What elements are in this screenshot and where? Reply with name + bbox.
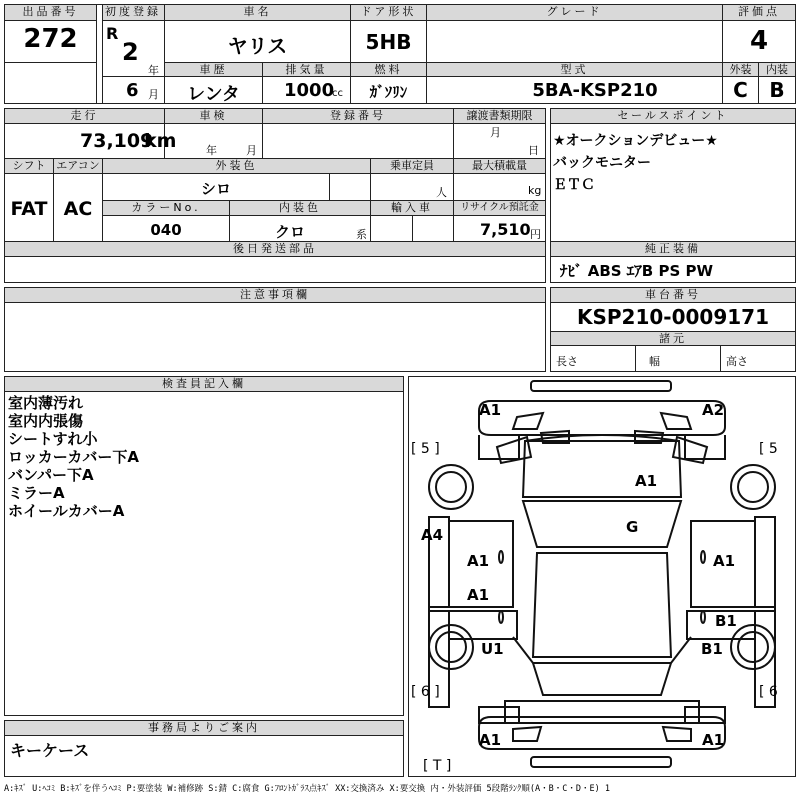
reg-month: 6 [126,80,139,101]
reg-year-unit: 年 [148,64,159,77]
inspector-note: シートすれ小 [8,430,98,448]
legend: A:ｷｽﾞ U:ﾍｺﾐ B:ｷｽﾞを伴うﾍｺﾐ P:要塗装 W:補修跡 S:錆 C:腐食 G:ﾌﾛﾝﾄｶﾞﾗｽ点ｷｽﾞ XX:交換済み X:要交換 内・外装評価 5段階ﾗﾝｸ順(A・B・C・D・E) 1 [4,784,610,794]
car-diagram [409,377,795,776]
chassis-header: 車台番号 [551,288,795,303]
mark-front-left: A1 [479,401,502,419]
color-value: シロ [200,180,231,198]
mark-hood: A1 [635,472,658,490]
exterior-grade: C [733,78,748,102]
spec-length: 長さ [556,355,578,368]
capacity-header: 乗車定員 [371,159,453,174]
inspector-note: ロッカーカバー下A [8,448,140,466]
int-color-value: クロ [274,223,305,241]
inspector-note: ミラーA [8,484,65,502]
history-header: 車歴 [165,63,262,77]
inspection-year: 年 [206,144,217,157]
cc-unit: cc [332,88,343,99]
grade-header: グレード [427,5,722,21]
office-header: 事務局よりご案内 [5,721,403,736]
spec-height: 高さ [726,355,748,368]
int-color-header: 内装色 [230,201,370,216]
chassis-number: KSP210-0009171 [576,305,770,329]
reg-month-unit: 月 [148,88,159,101]
mark-right-rear-wheel: B1 [701,640,723,658]
inspector-header: 検査員記入欄 [5,377,403,392]
door-type: 5HB [365,30,412,54]
transfer-month: 月 [490,126,501,139]
mark-left-fender: A4 [421,526,444,544]
inspector-note: ホイールカバーA [8,502,125,520]
inspector-notes-list [8,394,139,520]
later-parts-header: 後日発送部品 [5,242,545,257]
mark-left-front-door: A1 [467,552,490,570]
door-header: ドア形状 [351,5,426,21]
fuel-value: ｶﾞｿﾘﾝ [369,83,408,101]
car-name: ヤリス [227,34,288,58]
bracket-5-right: [ 5 [759,441,778,457]
sales-header: セールスポイント [551,109,795,124]
fuel-header: 燃料 [351,63,426,77]
exterior-header: 外装 [723,63,758,77]
reg-no-header: 登録番号 [263,109,453,124]
car-name-header: 車名 [165,5,350,21]
aircon-value: AC [63,198,93,220]
sales-point-2: バックモニター [553,155,651,171]
displacement-value: 1000 [284,80,335,101]
transfer-header: 譲渡書類期限 [454,109,545,124]
reg-year: 2 [122,38,139,66]
recycle-header: リサイクル預託金 [454,201,545,216]
import-header: 輸入車 [371,201,453,216]
mark-rear-right: A1 [702,731,725,749]
equipment-value: ﾅﾋﾞ ABS ｴｱB PS PW [560,262,714,280]
inspector-note: 室内薄汚れ [8,394,84,412]
mileage-unit: km [144,130,177,152]
max-load-header: 最大積載量 [454,159,545,174]
equipment-header: 純正装備 [551,242,795,257]
shift-header: シフト [5,159,53,174]
mileage-value: 73,109 [80,130,154,152]
notes-header: 注意事項欄 [5,288,545,303]
shift-value: FAT [10,198,48,220]
mark-left-rear-wheel: U1 [481,640,504,658]
interior-header: 内装 [759,63,795,77]
model-value: 5BA-KSP210 [532,80,658,101]
mark-right-rear-door: B1 [715,612,737,630]
displacement-header: 排気量 [263,63,350,77]
mark-windshield: G [626,518,639,536]
inspection-header: 車検 [165,109,262,124]
color-header: 外装色 [103,159,370,174]
int-color-suffix: 系 [356,228,367,241]
bracket-t: [ T ] [423,758,452,774]
bracket-6-right: [ 6 [759,684,778,700]
transfer-day: 日 [528,144,539,157]
color-no-value: 040 [150,221,182,239]
interior-grade: B [769,78,785,102]
bracket-6-left: [ 6 ] [411,684,440,700]
lot-number: 272 [23,24,78,54]
sales-point-1: ★オークションデビュー★ [553,133,718,149]
office-note: キーケース [10,741,90,760]
sales-point-3: ＥＴＣ [553,177,595,193]
lot-number-header: 出品番号 [5,5,96,21]
inspection-month: 月 [246,144,257,157]
capacity-unit: 人 [436,186,447,199]
inspector-note: バンパー下A [8,466,94,484]
recycle-unit: 円 [530,228,541,241]
specs-header: 諸元 [551,332,795,346]
spec-width: 幅 [649,355,660,368]
mark-left-rear-door: A1 [467,586,490,604]
model-header: 型式 [427,63,722,77]
bracket-5-left: [ 5 ] [411,441,440,457]
aircon-header: エアコン [54,159,102,174]
recycle-value: 7,510 [480,220,531,239]
inspector-note: 室内内張傷 [8,412,84,430]
score-header: 評価点 [723,5,795,21]
mileage-header: 走行 [5,109,164,124]
mark-right-front-door: A1 [713,552,736,570]
color-no-header: カラーNo. [103,201,229,216]
score-value: 4 [749,26,769,56]
load-unit: kg [528,184,542,197]
history-value: レンタ [187,84,240,105]
mark-rear-left: A1 [479,731,502,749]
first-reg-header: 初度登録 [102,5,164,21]
mark-front-right: A2 [702,401,725,419]
reg-era: R [106,24,119,43]
